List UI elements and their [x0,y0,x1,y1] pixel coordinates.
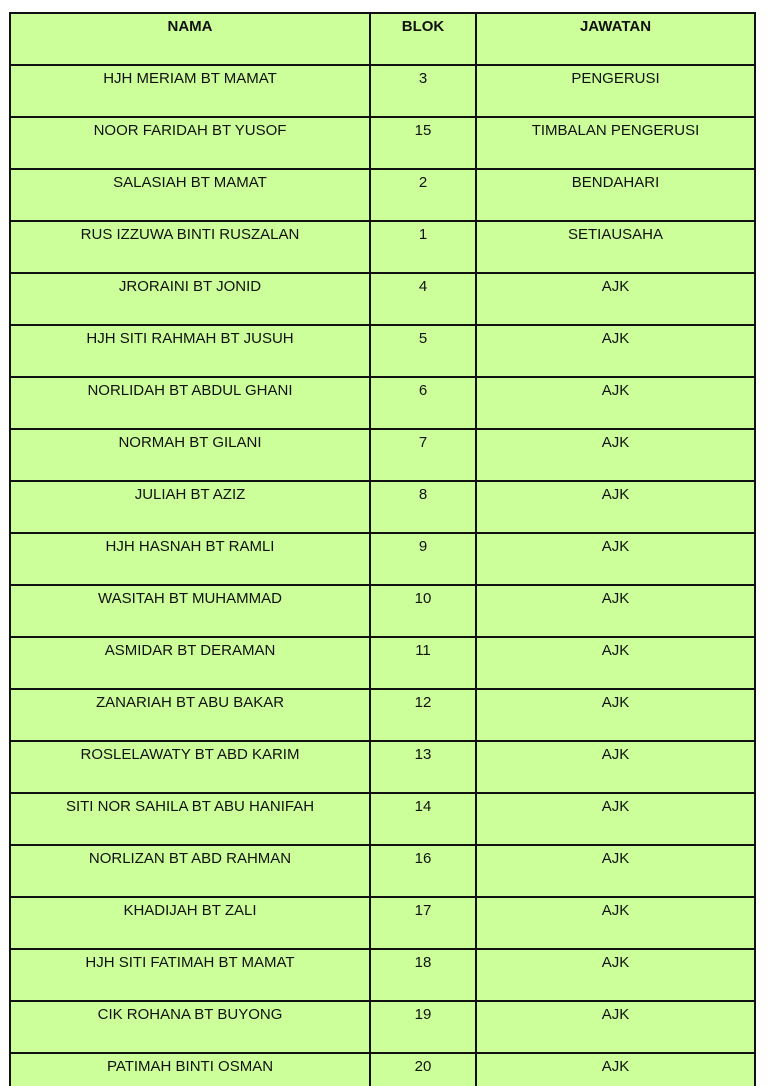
cell-nama: HJH MERIAM BT MAMAT [10,65,370,117]
table-row [10,273,755,325]
cell-blok: 5 [370,325,476,377]
cell-blok: 4 [370,273,476,325]
cell-nama: KHADIJAH BT ZALI [10,897,370,949]
cell-blok: 20 [370,1053,476,1086]
cell-jawatan: SETIAUSAHA [476,221,755,273]
cell-blok: 14 [370,793,476,845]
cell-nama: NORMAH BT GILANI [10,429,370,481]
cell-blok: 6 [370,377,476,429]
committee-table [9,12,756,1086]
table-row [10,1053,755,1086]
cell-jawatan: AJK [476,585,755,637]
cell-blok: 2 [370,169,476,221]
cell-nama: ASMIDAR BT DERAMAN [10,637,370,689]
cell-jawatan: AJK [476,481,755,533]
cell-jawatan: AJK [476,533,755,585]
cell-jawatan: AJK [476,1001,755,1053]
cell-blok: 18 [370,949,476,1001]
cell-blok: 11 [370,637,476,689]
cell-jawatan: AJK [476,793,755,845]
table-header-row [10,13,755,65]
cell-jawatan: AJK [476,637,755,689]
cell-jawatan: PENGERUSI [476,65,755,117]
column-header-nama: NAMA [10,13,370,65]
cell-nama: SITI NOR SAHILA BT ABU HANIFAH [10,793,370,845]
table-row [10,689,755,741]
cell-jawatan: AJK [476,429,755,481]
cell-nama: SALASIAH BT MAMAT [10,169,370,221]
cell-blok: 1 [370,221,476,273]
table-row [10,741,755,793]
table-row [10,585,755,637]
cell-nama: HJH HASNAH BT RAMLI [10,533,370,585]
table-row [10,117,755,169]
cell-nama: ZANARIAH BT ABU BAKAR [10,689,370,741]
cell-jawatan: AJK [476,897,755,949]
table-row [10,793,755,845]
cell-nama: WASITAH BT MUHAMMAD [10,585,370,637]
cell-jawatan: AJK [476,949,755,1001]
table-row [10,897,755,949]
cell-jawatan: AJK [476,689,755,741]
table-row [10,637,755,689]
table-row [10,325,755,377]
table-row [10,65,755,117]
cell-nama: JRORAINI BT JONID [10,273,370,325]
cell-nama: RUS IZZUWA BINTI RUSZALAN [10,221,370,273]
cell-nama: ROSLELAWATY BT ABD KARIM [10,741,370,793]
cell-blok: 3 [370,65,476,117]
cell-jawatan: AJK [476,273,755,325]
cell-nama: NOOR FARIDAH BT YUSOF [10,117,370,169]
cell-jawatan: AJK [476,741,755,793]
cell-jawatan: AJK [476,325,755,377]
cell-jawatan: AJK [476,845,755,897]
cell-nama: HJH SITI FATIMAH BT MAMAT [10,949,370,1001]
cell-jawatan: AJK [476,377,755,429]
cell-jawatan: TIMBALAN PENGERUSI [476,117,755,169]
cell-blok: 9 [370,533,476,585]
table-row [10,169,755,221]
cell-blok: 10 [370,585,476,637]
table-row [10,1001,755,1053]
cell-nama: NORLIDAH BT ABDUL GHANI [10,377,370,429]
cell-blok: 17 [370,897,476,949]
cell-jawatan: BENDAHARI [476,169,755,221]
column-header-blok: BLOK [370,13,476,65]
cell-blok: 16 [370,845,476,897]
cell-blok: 12 [370,689,476,741]
cell-nama: HJH SITI RAHMAH BT JUSUH [10,325,370,377]
cell-nama: PATIMAH BINTI OSMAN [10,1053,370,1086]
cell-blok: 13 [370,741,476,793]
table-row [10,949,755,1001]
cell-nama: JULIAH BT AZIZ [10,481,370,533]
table-row [10,533,755,585]
table-row [10,845,755,897]
cell-jawatan: AJK [476,1053,755,1086]
column-header-jawatan: JAWATAN [476,13,755,65]
table-row [10,481,755,533]
table-row [10,377,755,429]
cell-nama: NORLIZAN BT ABD RAHMAN [10,845,370,897]
cell-blok: 15 [370,117,476,169]
cell-blok: 8 [370,481,476,533]
table-row [10,429,755,481]
table-row [10,221,755,273]
cell-blok: 19 [370,1001,476,1053]
table-body [10,65,755,1086]
cell-nama: CIK ROHANA BT BUYONG [10,1001,370,1053]
cell-blok: 7 [370,429,476,481]
